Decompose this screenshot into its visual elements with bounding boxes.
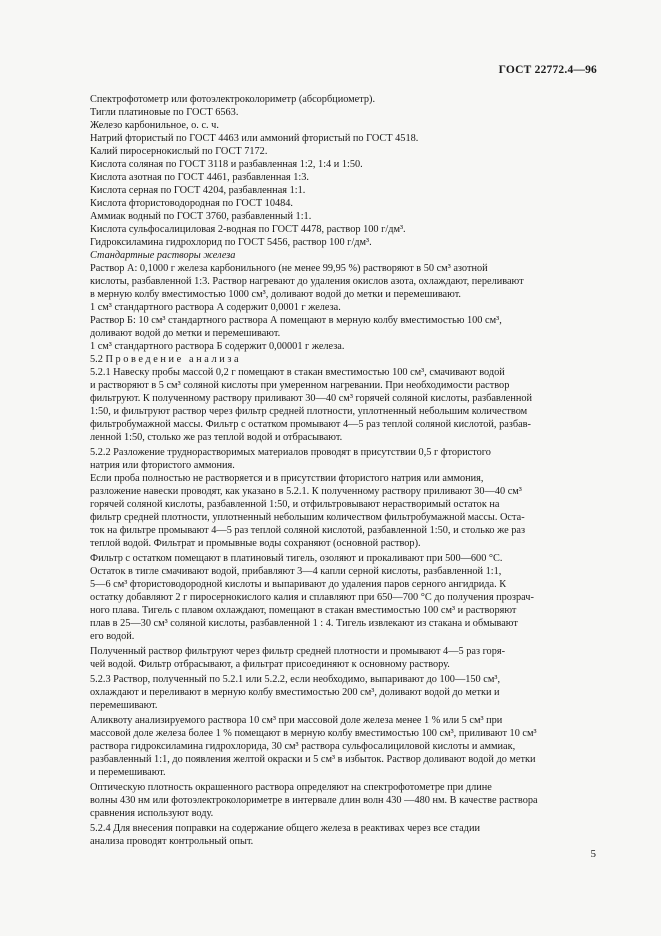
text-line: Полученный раствор фильтруют через фильтр средней плотности и промывают 4—5 раз горя- xyxy=(90,646,506,657)
reagent-item: Спектрофотометр или фотоэлектроколориметр (абсорбциометр). xyxy=(90,94,376,105)
paragraph-5-2-2-b xyxy=(90,472,598,550)
text-line: Оптическую плотность окрашенного раствора определяют на спектрофотометре при длине xyxy=(90,782,492,793)
paragraph-5-2-3-b xyxy=(90,714,598,779)
text-line: остатку добавляют 2 г пиросернокислого калия и сплавляют при 650—700 °С до получения прозрач- xyxy=(90,592,534,603)
text-line: 5—6 см³ фтористоводородной кислоты и выпаривают до удаления паров серного ангидрида. К xyxy=(90,579,507,590)
paragraph-5-2-1 xyxy=(90,366,598,444)
text-line: чей водой. Фильтр отбрасывают, а фильтрат присоединяют к основному раствору. xyxy=(90,659,450,670)
text-line: раствора гидроксиламина гидрохлорида, 30 см³ раствора сульфосалициловой кислоты и аммиак, xyxy=(90,741,516,752)
text-line: доливают водой до метки и перемешивают. xyxy=(90,328,281,339)
text-line: натрия или фтористого аммония. xyxy=(90,460,235,471)
reagent-item: Кислота серная по ГОСТ 4204, разбавленная 1:1. xyxy=(90,185,306,196)
text-line: 5.2.3 Раствор, полученный по 5.2.1 или 5.2.2, если необходимо, выпаривают до 100—150 см³, xyxy=(90,674,501,685)
reagent-item: Натрий фтористый по ГОСТ 4463 или аммоний фтористый по ГОСТ 4518. xyxy=(90,133,419,144)
text-line: плав в 25—30 см³ соляной кислоты, разбавленной 1 : 4. Тигель извлекают из стакана и обмывают xyxy=(90,618,518,629)
text-line: 1:50, и фильтруют раствор через фильтр средней плотности, уплотненный небольшим количеством xyxy=(90,406,528,417)
solution-a-paragraph xyxy=(90,262,598,301)
text-line: его водой. xyxy=(90,631,135,642)
reagent-item: Кислота фтористоводородная по ГОСТ 10484. xyxy=(90,198,293,209)
text-line: разложение навески проводят, как указано в 5.2.1. К полученному раствору приливают 30—40 см³ xyxy=(90,486,522,497)
text-line: Фильтр с остатком помещают в платиновый тигель, озоляют и прокаливают при 500—600 °С. xyxy=(90,553,503,564)
page-number: 5 xyxy=(590,848,596,860)
paragraph-5-2-2 xyxy=(90,446,598,472)
text-line: ленной 1:50, столько же раз теплой водой и отбрасывают. xyxy=(90,432,343,443)
text-line: горячей соляной кислоты, разбавленной 1:50, и отфильтровывают нерастворимый остаток на xyxy=(90,499,500,510)
text-line: разбавленный 1:1, до появления желтой окраски и 5 см³ в избыток. Раствор доливают водой до метки xyxy=(90,754,536,765)
section-heading xyxy=(90,353,598,366)
text-line: сравнения используют воду. xyxy=(90,808,214,819)
reagent-item: Тигли платиновые по ГОСТ 6563. xyxy=(90,107,239,118)
text-line: перемешивают. xyxy=(90,700,158,711)
text-line: фильтр средней плотности, уплотненный небольшим количеством фильтробумажной массы. Оста- xyxy=(90,512,525,523)
paragraph-5-2-3-c xyxy=(90,781,598,820)
text-line: кислоты, разбавленной 1:3. Раствор нагревают до удаления окислов азота, охлаждают, переливают xyxy=(90,276,524,287)
text-line: Раствор А: 0,1000 г железа карбонильного (не менее 99,95 %) растворяют в 50 см³ азотной xyxy=(90,263,488,274)
text-line: в мерную колбу вместимостью 1000 см³, доливают водой до метки и перемешивают. xyxy=(90,289,461,300)
reagent-list xyxy=(90,93,598,249)
paragraph-5-2-2-c xyxy=(90,552,598,643)
standard-solutions-heading: Стандартные растворы железа xyxy=(90,250,236,261)
solution-b-note: 1 см³ стандартного раствора Б содержит 0,00001 г железа. xyxy=(90,341,345,352)
text-line: 5.2.2 Разложение труднорастворимых материалов проводят в присутствии 0,5 г фтористого xyxy=(90,447,491,458)
solution-b-paragraph xyxy=(90,314,598,340)
solution-a-note: 1 см³ стандартного раствора А содержит 0,0001 г железа. xyxy=(90,302,341,313)
text-line: Если проба полностью не растворяется и в присутствии фтористого натрия или аммония, xyxy=(90,473,484,484)
text-line: ного плава. Тигель с плавом охлаждают, помещают в стакан вместимостью 100 см³ и растворяют xyxy=(90,605,517,616)
paragraph-5-2-3 xyxy=(90,673,598,712)
section-number: 5.2 xyxy=(90,354,103,365)
reagent-item: Аммиак водный по ГОСТ 3760, разбавленный 1:1. xyxy=(90,211,312,222)
text-line: ток на фильтре промывают 4—5 раз теплой соляной кислотой, разбавленной 1:50, и столько же раз xyxy=(90,525,526,536)
text-line: анализа проводят контрольный опыт. xyxy=(90,836,254,847)
text-line: фильтруют. К полученному раствору приливают 30—40 см³ горячей соляной кислоты, разбавленной xyxy=(90,393,533,404)
text-line: массовой доле железа более 1 % помещают в мерную колбу вместимостью 100 см³, приливают 10 см³ xyxy=(90,728,537,739)
text-line: Раствор Б: 10 см³ стандартного раствора А помещают в мерную колбу вместимостью 100 см³, xyxy=(90,315,502,326)
text-line: теплой водой. Фильтрат и промывные воды сохраняют (основной раствор). xyxy=(90,538,421,549)
body-text xyxy=(90,93,598,848)
text-line: Остаток в тигле смачивают водой, прибавляют 3—4 капли серной кислоты, разбавленной 1:1, xyxy=(90,566,502,577)
paragraph-5-2-2-d xyxy=(90,645,598,671)
document-id-header: ГОСТ 22772.4—96 xyxy=(498,64,597,76)
reagent-item: Гидроксиламина гидрохлорид по ГОСТ 5456, раствор 100 г/дм³. xyxy=(90,237,372,248)
text-line: фильтробумажной массы. Фильтр с остатком промывают 4—5 раз теплой соляной кислотой, разбав- xyxy=(90,419,531,430)
reagent-item: Кислота азотная по ГОСТ 4461, разбавленная 1:3. xyxy=(90,172,309,183)
text-line: 5.2.4 Для внесения поправки на содержание общего железа в реактивах через все стадии xyxy=(90,823,480,834)
paragraph-5-2-4 xyxy=(90,822,598,848)
text-line: и перемешивают. xyxy=(90,767,166,778)
reagent-item: Железо карбонильное, о. с. ч. xyxy=(90,120,219,131)
text-line: и растворяют в 5 см³ соляной кислоты при умеренном нагревании. При необходимости раствор xyxy=(90,380,510,391)
reagent-item: Калий пиросернокислый по ГОСТ 7172. xyxy=(90,146,268,157)
section-title: Проведение анализа xyxy=(105,354,242,365)
text-line: 5.2.1 Навеску пробы массой 0,2 г помещают в стакан вместимостью 100 см³, смачивают водой xyxy=(90,367,505,378)
reagent-item: Кислота соляная по ГОСТ 3118 и разбавленная 1:2, 1:4 и 1:50. xyxy=(90,159,363,170)
text-line: волны 430 нм или фотоэлектроколориметре в интервале длин волн 430 —480 нм. В качестве раствора xyxy=(90,795,538,806)
reagent-item: Кислота сульфосалициловая 2-водная по ГОСТ 4478, раствор 100 г/дм³. xyxy=(90,224,406,235)
text-line: охлаждают и переливают в мерную колбу вместимостью 200 см³, доливают водой до метки и xyxy=(90,687,500,698)
text-line: Аликвоту анализируемого раствора 10 см³ при массовой доле железа менее 1 % или 5 см³ при xyxy=(90,715,503,726)
